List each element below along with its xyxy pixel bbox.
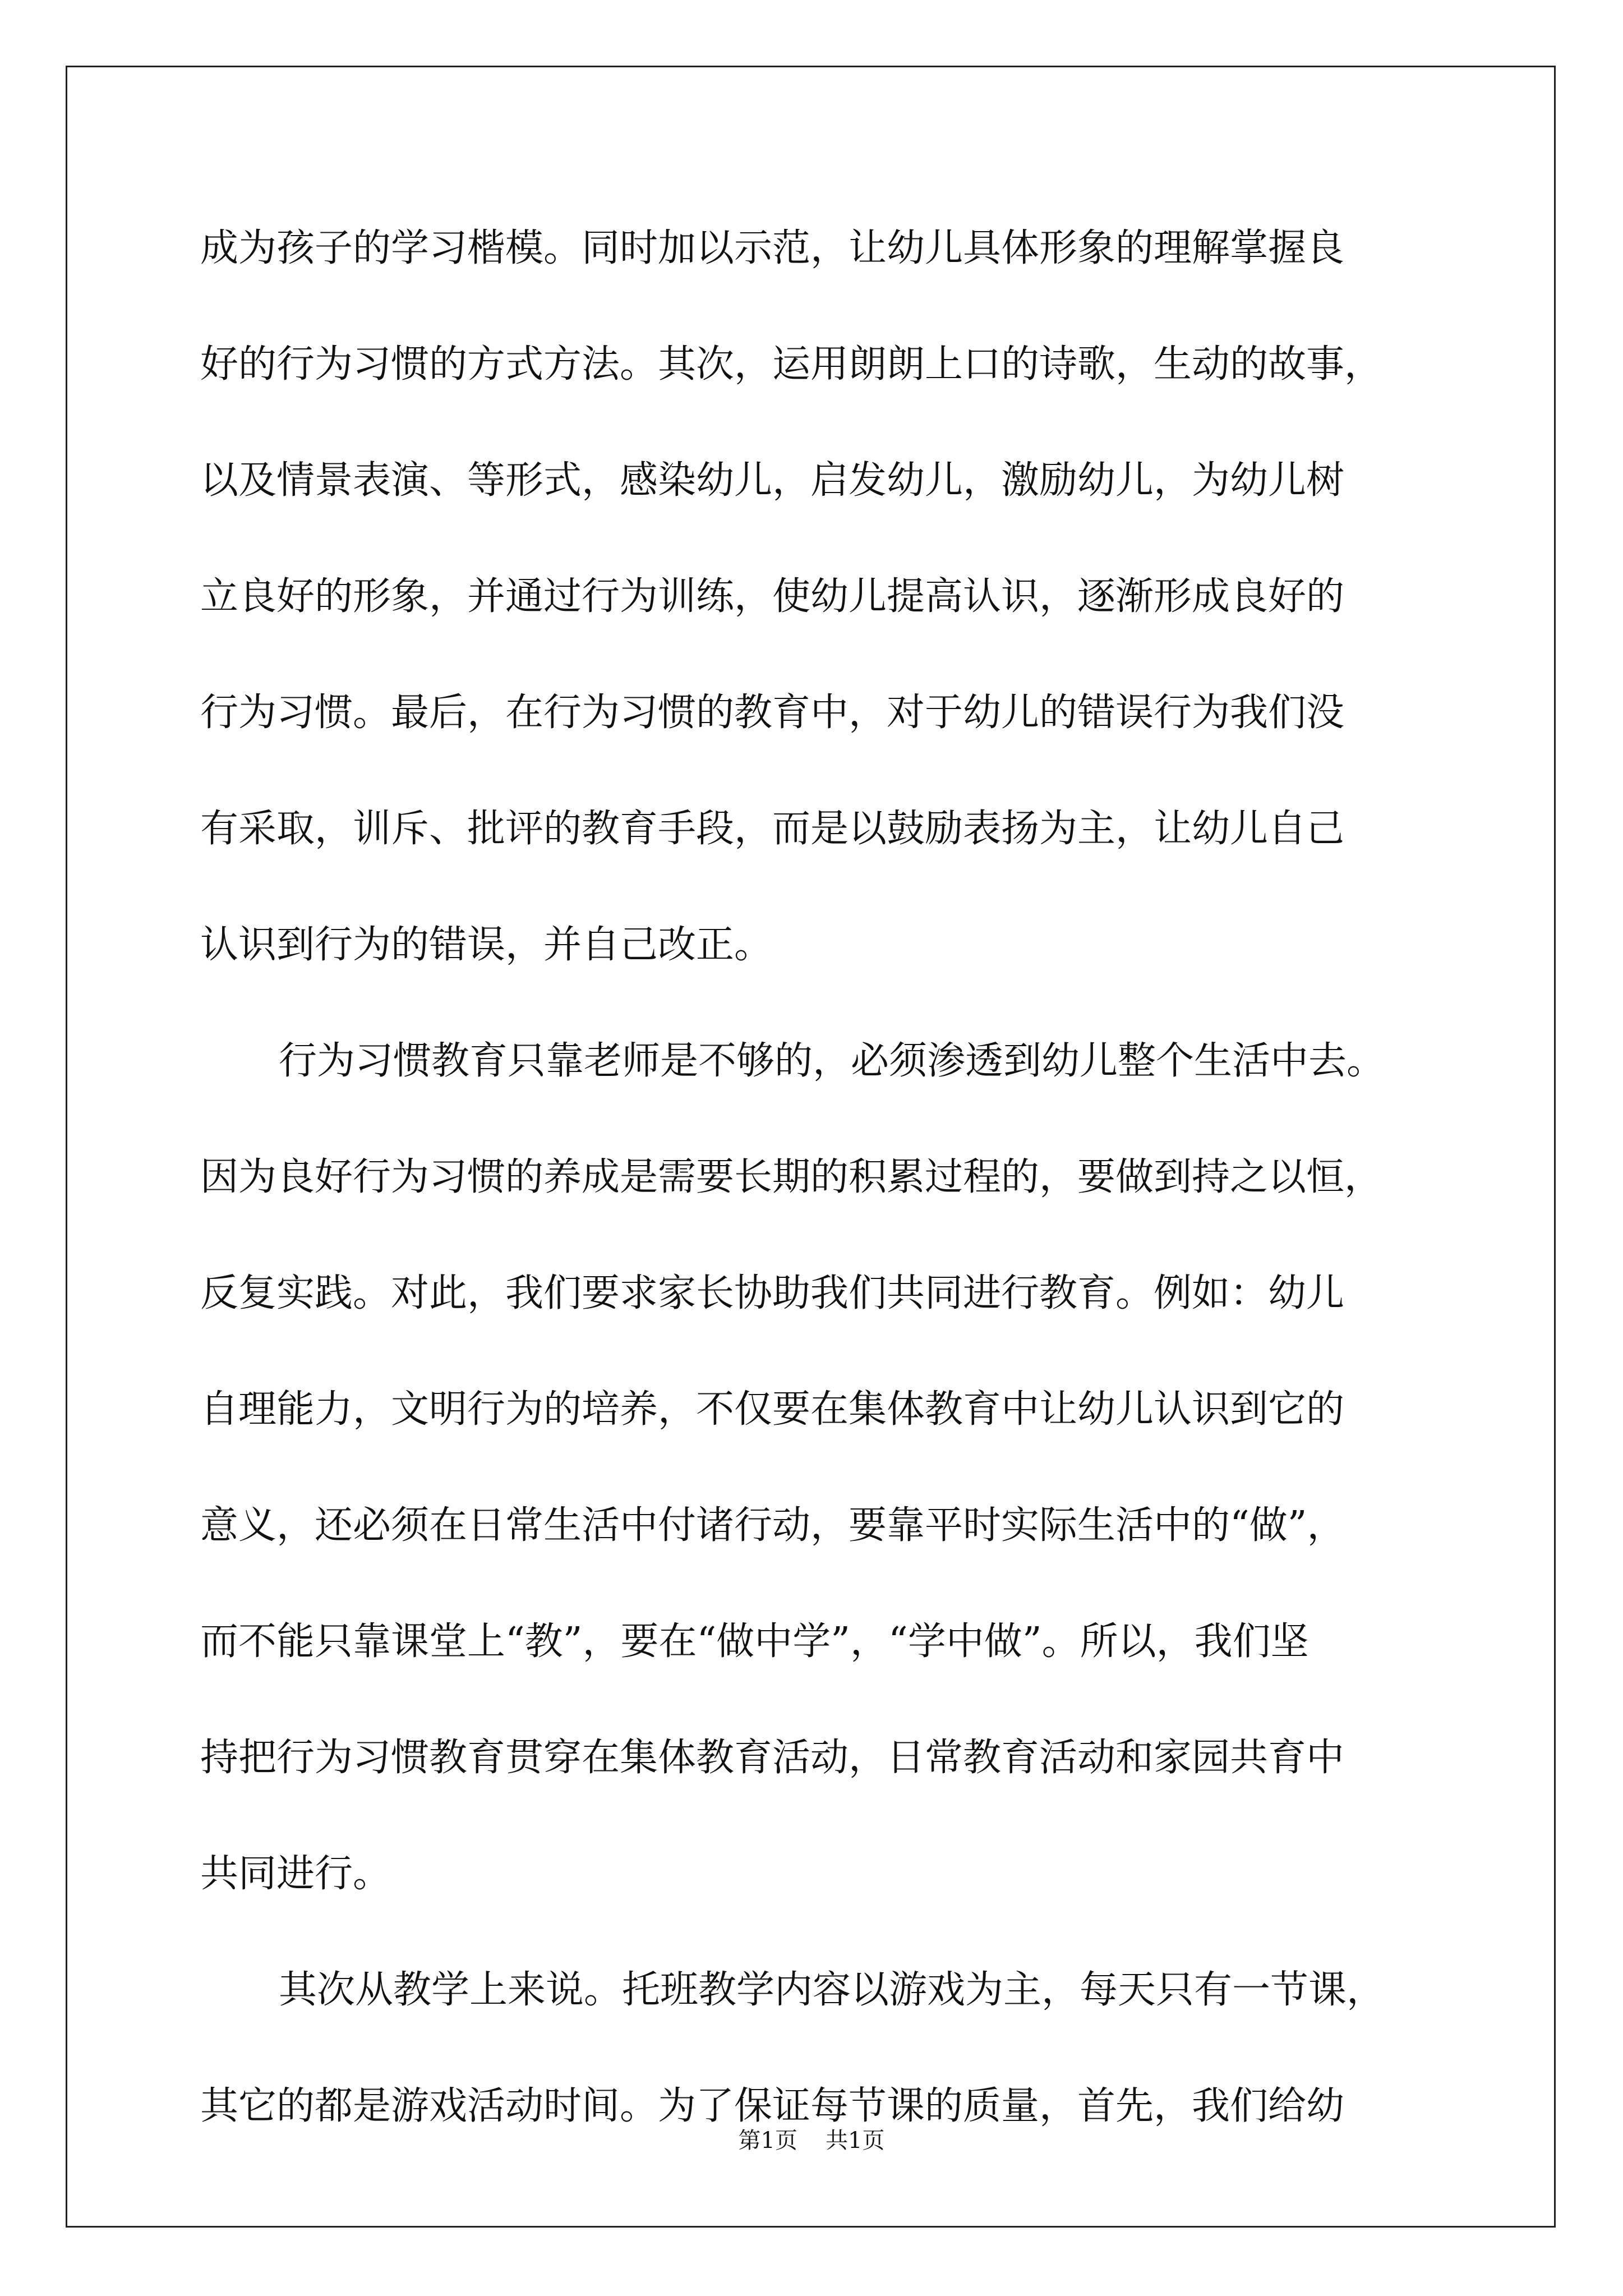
document-body [200, 209, 1428, 2183]
page-number: 第1页 [738, 2128, 797, 2154]
page-total: 共1页 [826, 2128, 885, 2154]
text-line-17: 其它的都是游戏活动时间。为了保证每节课的质量，首先，我们给幼 [200, 2084, 1345, 2128]
text-line-12: 意义，还必须在日常生活中付诸行动，要靠平时实际生活中的“做”， [200, 1503, 1345, 1548]
text-line-13: 而不能只靠课堂上“教”，要在“做中学”，“学中做”。所以，我们坚 [200, 1619, 1309, 1664]
text-line-6: 有采取，训斥、批评的教育手段，而是以鼓励表扬为主，让幼儿自己 [200, 807, 1345, 851]
text-line-1: 成为孩子的学习楷模。同时加以示范，让幼儿具体形象的理解掌握良 [200, 226, 1345, 270]
text-line-9: 因为良好行为习惯的养成是需要长期的积累过程的，要做到持之以恒， [200, 1155, 1383, 1199]
text-line-10: 反复实践。对此，我们要求家长协助我们共同进行教育。例如：幼儿 [200, 1271, 1345, 1315]
text-line-3: 以及情景表演、等形式，感染幼儿，启发幼儿，激励幼儿，为幼儿树 [200, 458, 1345, 503]
text-line-14: 持把行为习惯教育贯穿在集体教育活动，日常教育活动和家园共育中 [200, 1736, 1345, 1780]
text-line-5: 行为习惯。最后，在行为习惯的教育中，对于幼儿的错误行为我们没 [200, 691, 1345, 735]
page-footer [0, 2124, 1623, 2157]
text-line-4: 立良好的形象，并通过行为训练，使幼儿提高认识，逐渐形成良好的 [200, 574, 1345, 619]
text-line-15: 共同进行。 [200, 1852, 391, 1896]
paragraph-2-line-1: 行为习惯教育只靠老师是不够的，必须渗透到幼儿整个生活中去。 [279, 1039, 1385, 1083]
text-line-11: 自理能力，文明行为的培养，不仅要在集体教育中让幼儿认识到它的 [200, 1387, 1345, 1432]
text-line-7: 认识到行为的错误，并自己改正。 [200, 923, 773, 967]
paragraph-3-line-1: 其次从教学上来说。托班教学内容以游戏为主，每天只有一节课， [279, 1968, 1385, 2012]
text-line-2: 好的行为习惯的方式方法。其次，运用朗朗上口的诗歌，生动的故事， [200, 342, 1383, 386]
